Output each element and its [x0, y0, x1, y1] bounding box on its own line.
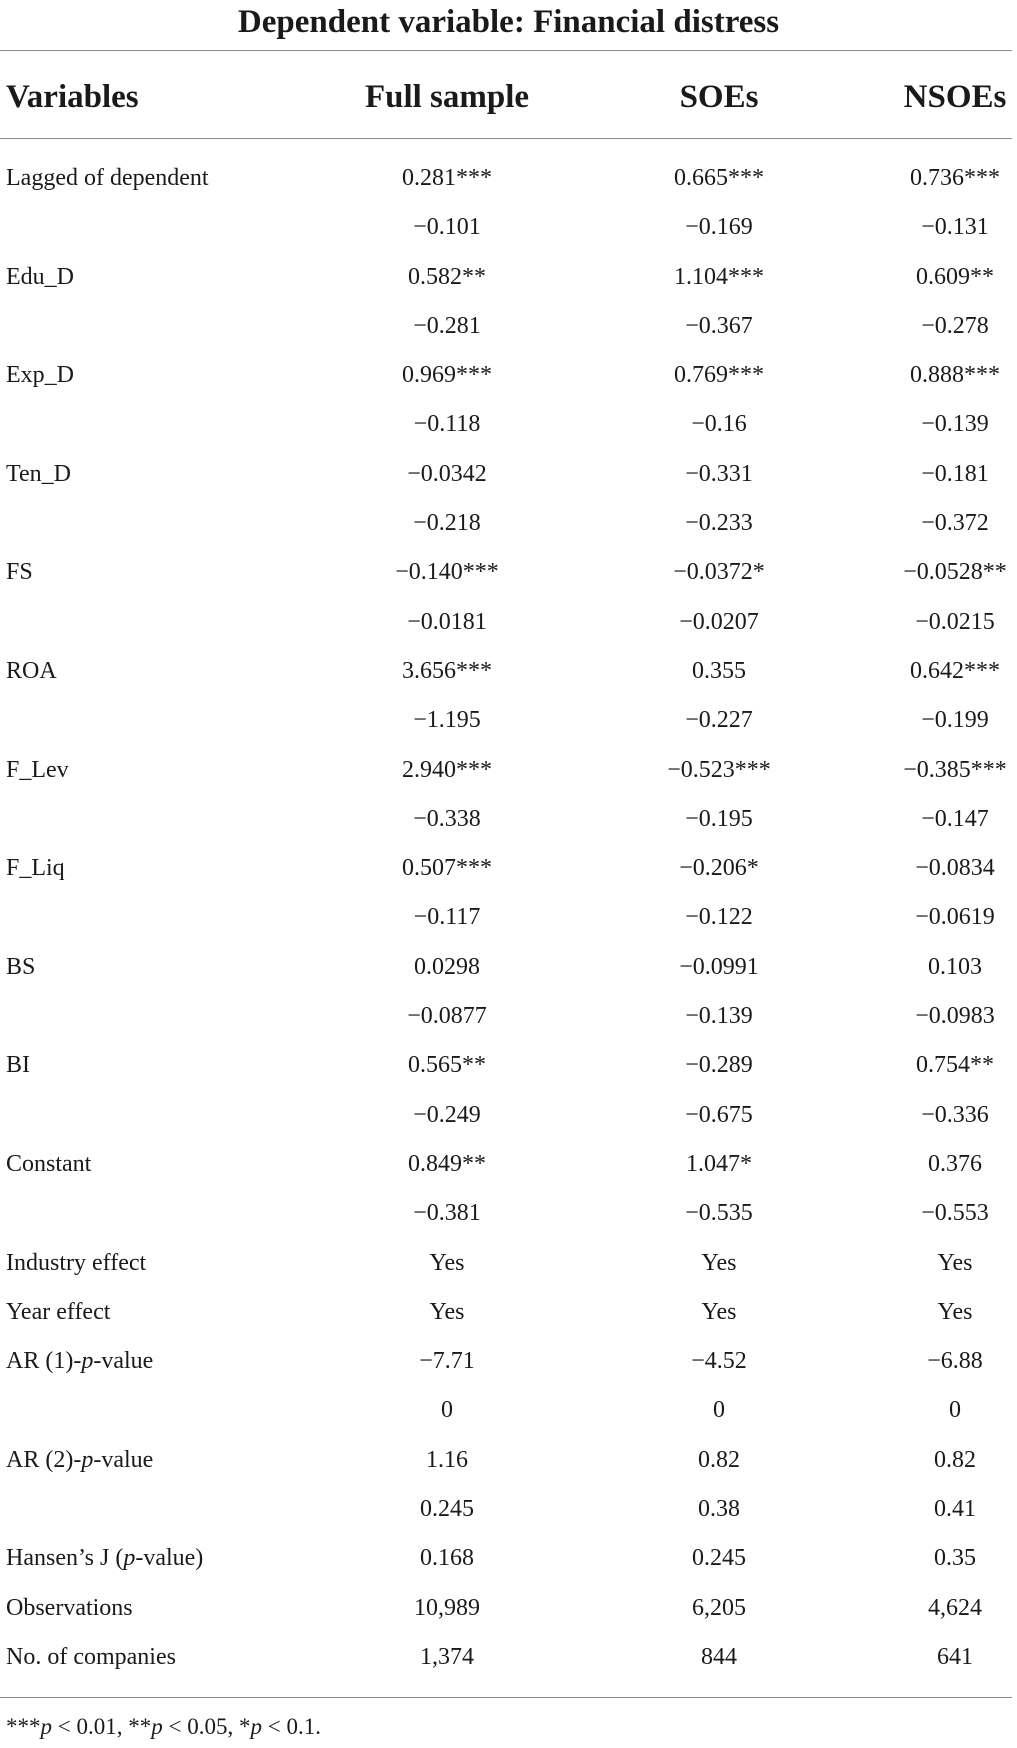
- table-row: [0, 302, 1017, 351]
- cell-full-sample: −0.218: [413, 510, 481, 537]
- cell-full-sample: 0.582**: [408, 263, 486, 290]
- cell-full-sample: 1,374: [420, 1643, 474, 1670]
- cell-soes: 0: [713, 1397, 725, 1424]
- row-label: Constant: [6, 1150, 92, 1177]
- row-label: Exp_D: [6, 362, 74, 389]
- cell-full-sample: 0.969***: [402, 362, 492, 389]
- cell-soes: 0.38: [698, 1496, 740, 1523]
- cell-full-sample: 0.281***: [402, 165, 492, 191]
- cell-nsoes: −0.336: [921, 1101, 989, 1128]
- header-variables: Variables: [6, 79, 139, 115]
- table-row: [0, 1041, 1017, 1090]
- cell-full-sample: 10,989: [414, 1594, 480, 1621]
- cell-soes: Yes: [701, 1298, 737, 1325]
- row-label: AR (1)-p-value: [6, 1348, 154, 1375]
- cell-nsoes: 0.376: [928, 1150, 982, 1177]
- cell-nsoes: 641: [937, 1643, 973, 1670]
- cell-soes: −0.16: [691, 411, 747, 438]
- cell-nsoes: 0: [949, 1397, 961, 1424]
- cell-nsoes: 4,624: [928, 1594, 982, 1621]
- cell-nsoes: −0.131: [921, 214, 989, 241]
- cell-soes: Yes: [701, 1249, 737, 1276]
- cell-nsoes: 0.35: [934, 1545, 976, 1572]
- row-label: Ten_D: [6, 460, 71, 487]
- footnote: ***p < 0.01, **p < 0.05, *p < 0.1.: [6, 1714, 321, 1739]
- cell-full-sample: 0.849**: [408, 1150, 486, 1177]
- cell-nsoes: −0.181: [921, 460, 989, 487]
- cell-soes: −0.233: [685, 510, 753, 537]
- cell-full-sample: 0.245: [420, 1496, 474, 1523]
- table-row: [0, 1633, 1017, 1682]
- row-label: No. of companies: [6, 1643, 176, 1670]
- header-rule: [0, 138, 1012, 139]
- cell-nsoes: −0.139: [921, 411, 989, 438]
- table-row: [0, 351, 1017, 400]
- row-label: Lagged of dependent: [6, 165, 209, 191]
- cell-soes: 6,205: [692, 1594, 746, 1621]
- cell-full-sample: −0.249: [413, 1101, 481, 1128]
- cell-nsoes: 0.82: [934, 1446, 976, 1473]
- cell-nsoes: Yes: [937, 1249, 973, 1276]
- row-label: BS: [6, 953, 36, 980]
- table-row: [0, 598, 1017, 647]
- row-label: AR (2)-p-value: [6, 1446, 154, 1473]
- cell-soes: 0.82: [698, 1446, 740, 1473]
- cell-full-sample: 0.168: [420, 1545, 474, 1572]
- cell-nsoes: −0.0983: [915, 1003, 995, 1030]
- cell-full-sample: −0.101: [413, 214, 481, 241]
- cell-nsoes: −0.372: [921, 510, 989, 537]
- cell-nsoes: −0.147: [921, 805, 989, 832]
- table-row: [0, 548, 1017, 597]
- cell-full-sample: Yes: [429, 1298, 465, 1325]
- cell-nsoes: −0.553: [921, 1200, 989, 1227]
- cell-soes: −0.0372*: [673, 559, 765, 586]
- cell-soes: −0.331: [685, 460, 753, 487]
- table-row: [0, 1239, 1017, 1288]
- row-label: Hansen’s J (p-value): [6, 1545, 204, 1572]
- cell-nsoes: 0.754**: [916, 1052, 994, 1079]
- cell-nsoes: −0.385***: [903, 756, 1007, 783]
- row-label: Industry effect: [6, 1249, 147, 1276]
- table-row: [0, 696, 1017, 745]
- table-row: [0, 893, 1017, 942]
- cell-full-sample: −0.118: [413, 411, 481, 438]
- table-row: [0, 154, 1017, 203]
- cell-full-sample: −0.0342: [407, 460, 487, 487]
- cell-soes: −0.0207: [679, 608, 759, 635]
- table-row: [0, 1288, 1017, 1337]
- regression-table: [0, 154, 1017, 1682]
- cell-soes: −0.195: [685, 805, 753, 832]
- table-row: [0, 499, 1017, 548]
- table-row: [0, 1485, 1017, 1534]
- table-row: [0, 1337, 1017, 1386]
- cell-soes: −0.206*: [679, 855, 759, 882]
- cell-soes: −0.535: [685, 1200, 753, 1227]
- row-label: FS: [6, 559, 33, 586]
- cell-full-sample: −0.0877: [407, 1003, 487, 1030]
- cell-full-sample: −7.71: [419, 1348, 475, 1375]
- cell-nsoes: 0.41: [934, 1496, 976, 1523]
- cell-nsoes: −6.88: [927, 1348, 983, 1375]
- cell-nsoes: 0.888***: [910, 362, 1000, 389]
- top-rule: [0, 50, 1012, 51]
- cell-nsoes: −0.0215: [915, 608, 995, 635]
- row-label: F_Liq: [6, 855, 65, 882]
- cell-soes: −0.227: [685, 707, 753, 734]
- cell-nsoes: 0.103: [928, 953, 982, 980]
- cell-soes: −0.122: [685, 904, 753, 931]
- cell-soes: −0.289: [685, 1052, 753, 1079]
- cell-full-sample: 0: [441, 1397, 453, 1424]
- header-full-sample: Full sample: [364, 79, 530, 115]
- cell-soes: 0.665***: [674, 165, 764, 191]
- table-row: [0, 400, 1017, 449]
- table-row: [0, 450, 1017, 499]
- table-row: [0, 1140, 1017, 1189]
- cell-full-sample: 1.16: [426, 1446, 468, 1473]
- cell-nsoes: −0.0834: [915, 855, 995, 882]
- table-row: [0, 1386, 1017, 1435]
- table-row: [0, 203, 1017, 252]
- cell-nsoes: −0.0528**: [903, 559, 1007, 586]
- table-row: [0, 1091, 1017, 1140]
- table-row: [0, 1534, 1017, 1583]
- table-row: [0, 253, 1017, 302]
- table-row: [0, 1584, 1017, 1633]
- cell-soes: 0.769***: [674, 362, 764, 389]
- table-row: [0, 647, 1017, 696]
- cell-nsoes: Yes: [937, 1298, 973, 1325]
- cell-full-sample: 0.565**: [408, 1052, 486, 1079]
- cell-nsoes: 0.609**: [916, 263, 994, 290]
- header-soes: SOEs: [679, 79, 759, 115]
- cell-soes: 844: [701, 1643, 737, 1670]
- cell-soes: −0.0991: [679, 953, 759, 980]
- cell-soes: 0.245: [692, 1545, 746, 1572]
- cell-soes: 1.104***: [674, 263, 764, 290]
- cell-full-sample: −0.117: [413, 904, 481, 931]
- row-label: ROA: [6, 657, 57, 684]
- table-row: [0, 943, 1017, 992]
- cell-full-sample: Yes: [429, 1249, 465, 1276]
- row-label: Edu_D: [6, 263, 74, 290]
- table-row: [0, 992, 1017, 1041]
- cell-soes: −0.367: [685, 312, 753, 339]
- row-label: F_Lev: [6, 756, 69, 783]
- table-row: [0, 795, 1017, 844]
- row-label: Observations: [6, 1594, 133, 1621]
- row-label: BI: [6, 1052, 30, 1079]
- cell-full-sample: −0.0181: [407, 608, 487, 635]
- cell-full-sample: −0.281: [413, 312, 481, 339]
- cell-soes: −0.675: [685, 1101, 753, 1128]
- cell-full-sample: 2.940***: [402, 756, 492, 783]
- table-row: [0, 746, 1017, 795]
- cell-nsoes: 0.642***: [910, 657, 1000, 684]
- table-title: Dependent variable: Financial distress: [237, 4, 780, 40]
- cell-full-sample: −0.381: [413, 1200, 481, 1227]
- cell-soes: 0.355: [692, 657, 746, 684]
- cell-soes: 1.047*: [686, 1150, 752, 1177]
- cell-full-sample: −0.140***: [395, 559, 499, 586]
- cell-full-sample: −1.195: [413, 707, 481, 734]
- header-nsoes: NSOEs: [903, 79, 1007, 115]
- cell-full-sample: 0.507***: [402, 855, 492, 882]
- cell-full-sample: 3.656***: [402, 657, 492, 684]
- bottom-rule: [0, 1697, 1012, 1698]
- table-row: [0, 1189, 1017, 1238]
- cell-soes: −0.139: [685, 1003, 753, 1030]
- cell-nsoes: −0.278: [921, 312, 989, 339]
- cell-soes: −4.52: [691, 1348, 747, 1375]
- cell-full-sample: −0.338: [413, 805, 481, 832]
- cell-nsoes: −0.0619: [915, 904, 995, 931]
- table-row: [0, 1436, 1017, 1485]
- cell-nsoes: 0.736***: [910, 165, 1000, 191]
- cell-full-sample: 0.0298: [414, 953, 480, 980]
- table-row: [0, 844, 1017, 893]
- row-label: Year effect: [6, 1298, 111, 1325]
- cell-nsoes: −0.199: [921, 707, 989, 734]
- cell-soes: −0.523***: [667, 756, 771, 783]
- cell-soes: −0.169: [685, 214, 753, 241]
